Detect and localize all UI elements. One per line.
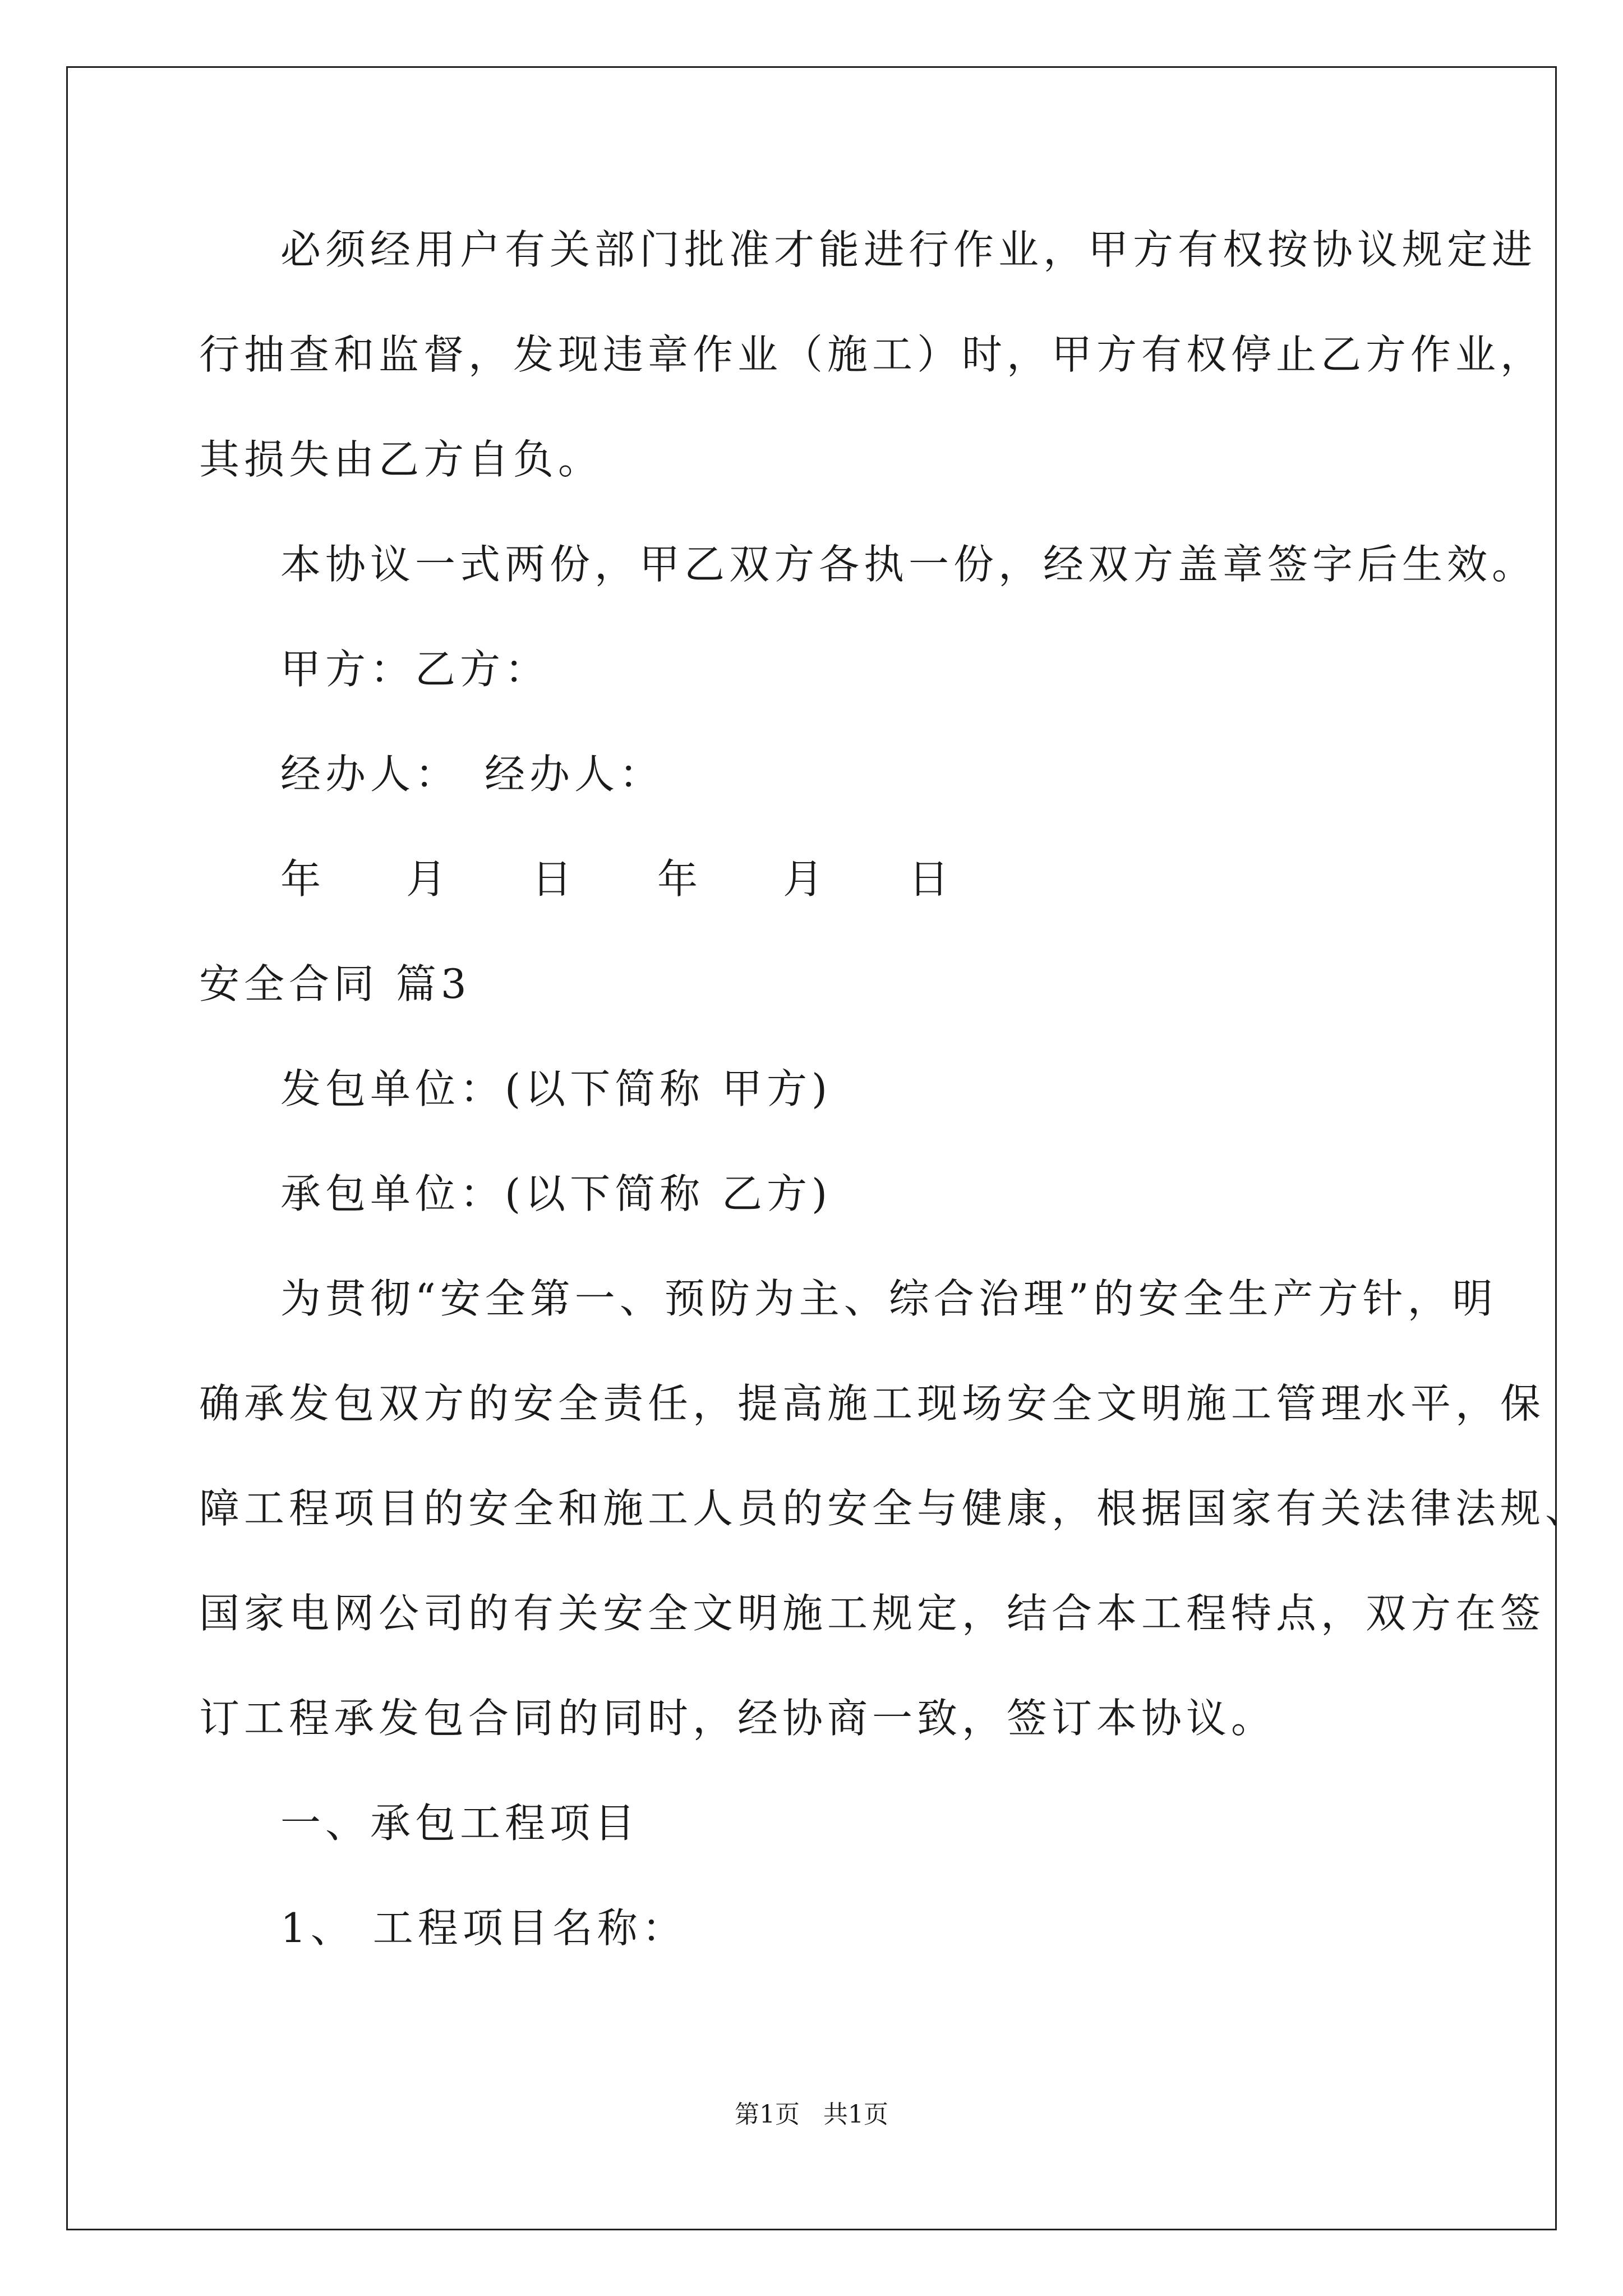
text-line: 订工程承发包合同的同时，经协商一致，签订本协议。 [199, 1695, 1276, 1742]
text-line: 1、 工程项目名称： [280, 1904, 687, 1952]
text-line: 必须经用户有关部门批准才能进行作业，甲方有权按协议规定进 [280, 226, 1537, 273]
text-line: 承包单位：(以下简称 乙方) [280, 1170, 832, 1217]
text-line: 经办人： 经办人： [280, 751, 665, 798]
text-line: 为贯彻“安全第一、预防为主、综合治理”的安全生产方针，明 [280, 1275, 1497, 1322]
text-line: 发包单位：(以下简称 甲方) [280, 1065, 832, 1112]
text-line: 本协议一式两份，甲乙双方各执一份，经双方盖章签字后生效。 [280, 541, 1537, 588]
text-line: 年 月 日 年 月 日 [280, 855, 972, 903]
text-line: 甲方：乙方： [280, 646, 550, 693]
page-total: 共1页 [823, 2100, 888, 2129]
text-line: 确承发包双方的安全责任，提高施工现场安全文明施工管理水平，保 [199, 1380, 1546, 1427]
page-footer [0, 2098, 1623, 2132]
page-number: 第1页 [735, 2100, 800, 2129]
text-line: 一、承包工程项目 [280, 1800, 640, 1847]
text-line: 其损失由乙方自负。 [199, 436, 603, 483]
section-heading: 安全合同 篇3 [199, 960, 471, 1007]
text-line: 行抽查和监督，发现违章作业（施工）时，甲方有权停止乙方作业， [199, 331, 1546, 378]
text-line: 障工程项目的安全和施工人员的安全与健康，根据国家有关法律法规、 [199, 1485, 1590, 1532]
text-line: 国家电网公司的有关安全文明施工规定，结合本工程特点，双方在签 [199, 1590, 1546, 1637]
